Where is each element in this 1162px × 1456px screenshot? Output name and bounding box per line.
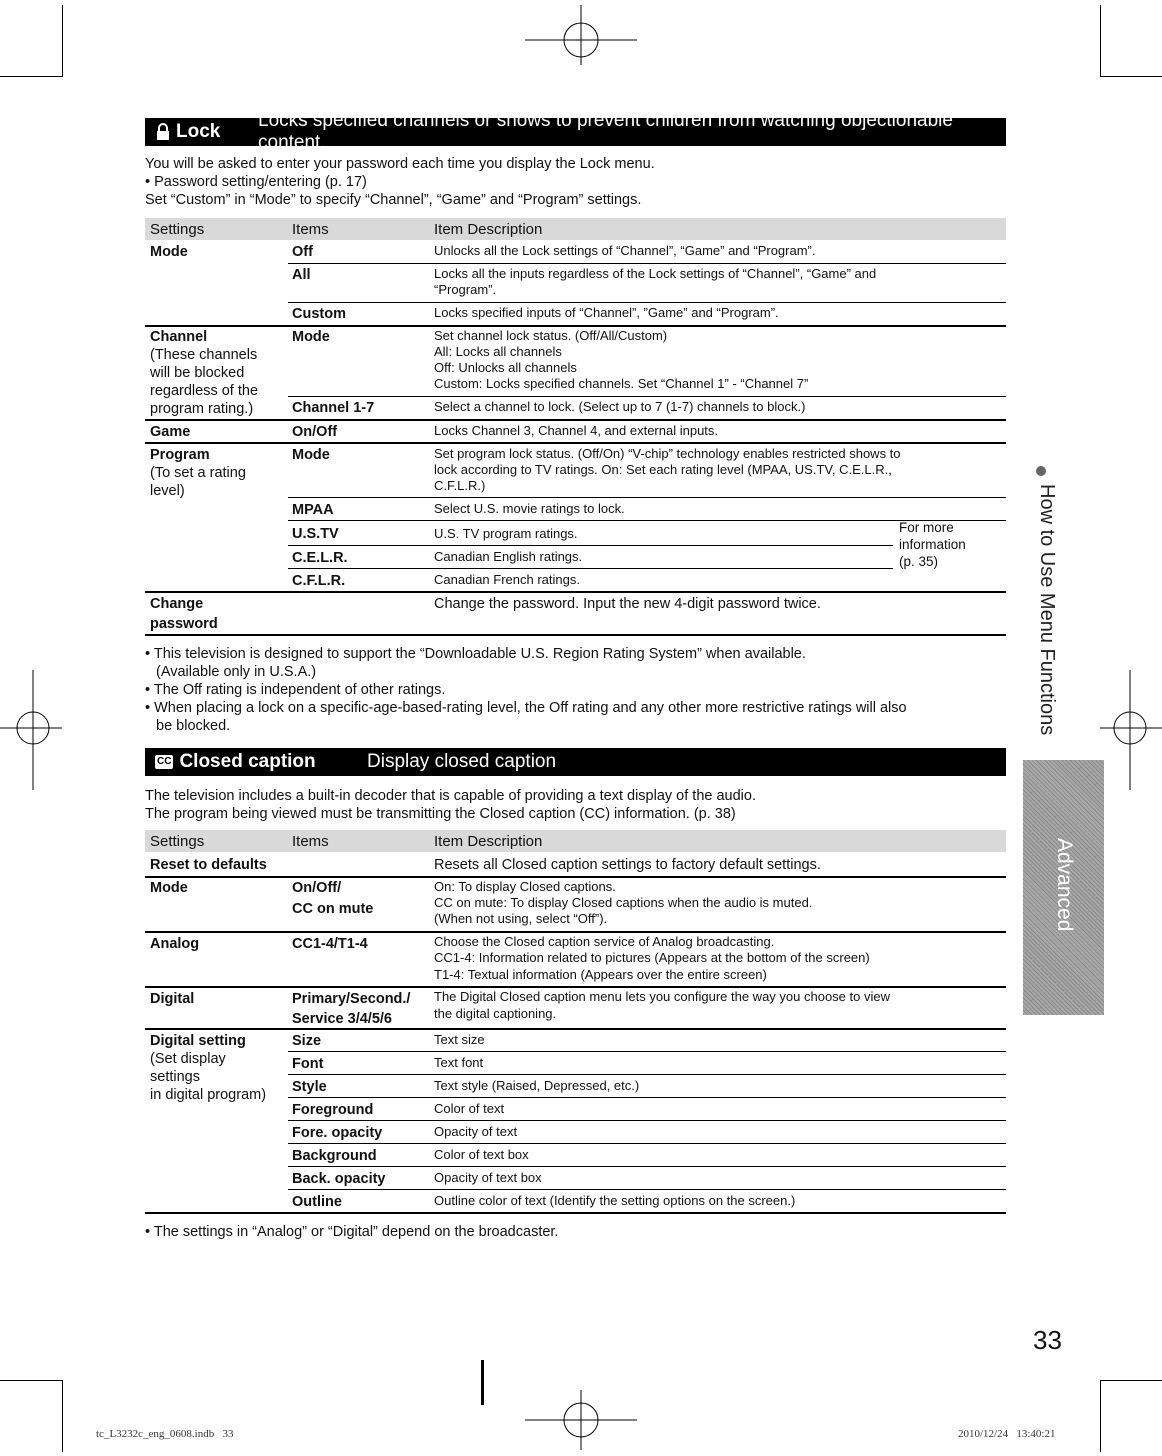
desc-analog-2: CC1-4: Information related to pictures (Appears at the bottom of the screen)	[434, 950, 870, 965]
desc-cc-mode-1: On: To display Closed captions.	[434, 879, 616, 894]
item-service: Service 3/4/5/6	[292, 1011, 392, 1027]
setting-cc-mode: Mode	[150, 880, 188, 896]
desc-style: Text style (Raised, Depressed, etc.)	[434, 1078, 640, 1093]
item-mpaa: MPAA	[292, 502, 334, 518]
desc-program-mode-2: lock according to TV ratings. On: Set each rating level (MPAA, US.TV, C.E.L.R.,	[434, 462, 892, 477]
cc-header-items: Items	[292, 832, 329, 850]
item-size: Size	[292, 1033, 322, 1049]
desc-cc-mode-3: (When not using, select “Off”).	[434, 911, 608, 926]
lock-intro-3: Set “Custom” in “Mode” to specify “Channel”, “Game” and “Program” settings.	[145, 192, 642, 208]
registration-mark-bottom	[525, 1390, 637, 1450]
desc-background: Color of text box	[434, 1147, 529, 1162]
setting-mode: Mode	[150, 244, 188, 260]
desc-channel-mode-1: Set channel lock status. (Off/All/Custom)	[434, 328, 668, 343]
footer-file: tc_L3232c_eng_0608.indb 33	[96, 1428, 234, 1440]
channel-note-3: regardless of the	[150, 383, 259, 399]
desc-analog-3: T1-4: Textual information (Appears over the entire screen)	[434, 967, 767, 982]
desc-ustv: U.S. TV program ratings.	[434, 526, 578, 541]
desc-digital-2: the digital captioning.	[434, 1006, 557, 1021]
footer-timestamp: 2010/12/24 13:40:21	[958, 1428, 1056, 1440]
desc-off: Unlocks all the Lock settings of “Channel”, “Game” and “Program”.	[434, 243, 816, 258]
desc-channel-1-7: Select a channel to lock. (Select up to 7 (1-7) channels to block.)	[434, 399, 806, 414]
setting-change-password-2: password	[150, 616, 218, 632]
cc-intro-1: The television includes a built-in decoder that is capable of providing a text display of the audio.	[145, 788, 756, 804]
item-primary-second: Primary/Second./	[292, 991, 411, 1007]
cc-table-header	[145, 830, 1006, 852]
header-settings: Settings	[150, 220, 205, 238]
item-custom: Custom	[292, 306, 346, 322]
registration-mark-top	[525, 5, 637, 65]
advanced-tab-label: Advanced	[1053, 838, 1076, 932]
item-channel-mode: Mode	[292, 329, 330, 345]
cc-header-settings: Settings	[150, 832, 205, 850]
cc-header-description: Item Description	[434, 832, 543, 850]
desc-mpaa: Select U.S. movie ratings to lock.	[434, 501, 625, 516]
desc-outline: Outline color of text (Identify the setting options on the screen.)	[434, 1193, 796, 1208]
desc-all-2: “Program”.	[434, 282, 497, 297]
item-channel-1-7: Channel 1-7	[292, 400, 375, 416]
side-how-to-use: How to Use Menu Functions	[1036, 484, 1058, 736]
cc-icon: CC	[157, 756, 172, 767]
item-all: All	[292, 267, 311, 283]
item-fore-opacity: Fore. opacity	[292, 1125, 383, 1141]
desc-foreground: Color of text	[434, 1101, 505, 1116]
lock-table-header	[145, 218, 1006, 240]
item-cc1-4: CC1-4/T1-4	[292, 936, 368, 952]
lock-intro-2: • Password setting/entering (p. 17)	[145, 174, 367, 190]
digital-setting-note-1: (Set display	[150, 1051, 226, 1067]
setting-change-password: Change	[150, 596, 204, 612]
desc-analog-1: Choose the Closed caption service of Analog broadcasting.	[434, 934, 775, 949]
more-info-2: information	[899, 537, 966, 552]
desc-font: Text font	[434, 1055, 484, 1070]
page-number: 33	[1033, 1325, 1062, 1355]
header-items: Items	[292, 220, 329, 238]
desc-custom: Locks specified inputs of “Channel”, ”Game” and “Program”.	[434, 305, 779, 320]
header-description: Item Description	[434, 220, 543, 238]
cc-intro-2: The program being viewed must be transmitting the Closed caption (CC) information. (p. 38)	[145, 806, 736, 822]
registration-mark-left	[0, 670, 62, 790]
desc-program-mode-1: Set program lock status. (Off/On) “V-chip” technology enables restricted shows to	[434, 446, 901, 461]
lock-title: Lock	[176, 121, 221, 142]
center-marker	[481, 1360, 484, 1405]
desc-digital-1: The Digital Closed caption menu lets you configure the way you choose to view	[434, 989, 890, 1004]
item-style: Style	[292, 1079, 327, 1095]
program-note-1: (To set a rating	[150, 465, 246, 481]
lock-note-4: • When placing a lock on a specific-age-based-rating level, the Off rating and any other more restrictive ratings will also	[145, 700, 907, 716]
cc-section-header	[145, 748, 1006, 776]
setting-digital: Digital	[150, 991, 195, 1007]
item-ustv: U.S.TV	[292, 526, 339, 542]
more-info-1: For more	[899, 520, 954, 535]
more-info-3: (p. 35)	[899, 554, 939, 569]
lock-icon	[155, 123, 171, 141]
lock-note-1: • This television is designed to support the “Downloadable U.S. Region Rating System” when available.	[145, 646, 806, 662]
item-celr: C.E.L.R.	[292, 550, 348, 566]
desc-program-mode-3: C.F.L.R.)	[434, 478, 486, 493]
desc-channel-mode-2: All: Locks all channels	[434, 344, 562, 359]
cc-subtitle: Display closed caption	[367, 751, 557, 772]
lock-note-3: • The Off rating is independent of other ratings.	[145, 682, 446, 698]
setting-reset-defaults: Reset to defaults	[150, 857, 267, 873]
lock-intro-1: You will be asked to enter your password each time you display the Lock menu.	[145, 156, 655, 172]
program-note-2: level)	[150, 483, 185, 499]
channel-note-1: (These channels	[150, 347, 258, 363]
item-background: Background	[292, 1148, 377, 1164]
lock-section-header	[145, 110, 1006, 153]
desc-channel-mode-3: Off: Unlocks all channels	[434, 360, 577, 375]
desc-all: Locks all the inputs regardless of the Lock settings of “Channel”, “Game” and	[434, 266, 877, 281]
lock-note-2: (Available only in U.S.A.)	[156, 664, 317, 680]
setting-program: Program	[150, 447, 210, 463]
item-cc-on-mute: CC on mute	[292, 901, 374, 917]
desc-cc-mode-2: CC on mute: To display Closed captions when the audio is muted.	[434, 895, 813, 910]
cc-note: • The settings in “Analog” or “Digital” depend on the broadcaster.	[145, 1224, 559, 1240]
setting-game: Game	[150, 424, 191, 440]
item-program-mode: Mode	[292, 447, 330, 463]
channel-note-4: program rating.)	[150, 401, 254, 417]
setting-channel: Channel	[150, 329, 208, 345]
registration-mark-right	[1100, 670, 1162, 790]
desc-celr: Canadian English ratings.	[434, 549, 583, 564]
item-game-onoff: On/Off	[292, 424, 338, 440]
desc-cflr: Canadian French ratings.	[434, 572, 580, 587]
desc-channel-mode-4: Custom: Locks specified channels. Set “Channel 1” - “Channel 7”	[434, 376, 809, 391]
lock-note-5: be blocked.	[156, 718, 231, 734]
digital-setting-note-2: settings	[150, 1069, 200, 1085]
item-cc-onoff: On/Off/	[292, 880, 342, 896]
desc-change-password: Change the password. Input the new 4-digit password twice.	[434, 596, 821, 612]
desc-reset-defaults: Resets all Closed caption settings to factory default settings.	[434, 857, 821, 873]
setting-digital-setting: Digital setting	[150, 1033, 246, 1049]
advanced-tab	[1023, 760, 1104, 1015]
desc-fore-opacity: Opacity of text	[434, 1124, 518, 1139]
desc-size: Text size	[434, 1032, 485, 1047]
desc-game: Locks Channel 3, Channel 4, and external inputs.	[434, 423, 719, 438]
lock-subtitle: Locks specified channels or shows to prevent children from watching objectionable content.	[258, 110, 953, 153]
item-back-opacity: Back. opacity	[292, 1171, 386, 1187]
item-cflr: C.F.L.R.	[292, 573, 346, 589]
section-bullet-icon	[1036, 466, 1046, 476]
setting-analog: Analog	[150, 936, 200, 952]
desc-back-opacity: Opacity of text box	[434, 1170, 542, 1185]
item-font: Font	[292, 1056, 324, 1072]
item-off: Off	[292, 244, 313, 260]
channel-note-2: will be blocked	[150, 365, 245, 381]
digital-setting-note-3: in digital program)	[150, 1087, 267, 1103]
cc-title: Closed caption	[179, 751, 316, 772]
item-outline: Outline	[292, 1194, 342, 1210]
item-foreground: Foreground	[292, 1102, 374, 1118]
